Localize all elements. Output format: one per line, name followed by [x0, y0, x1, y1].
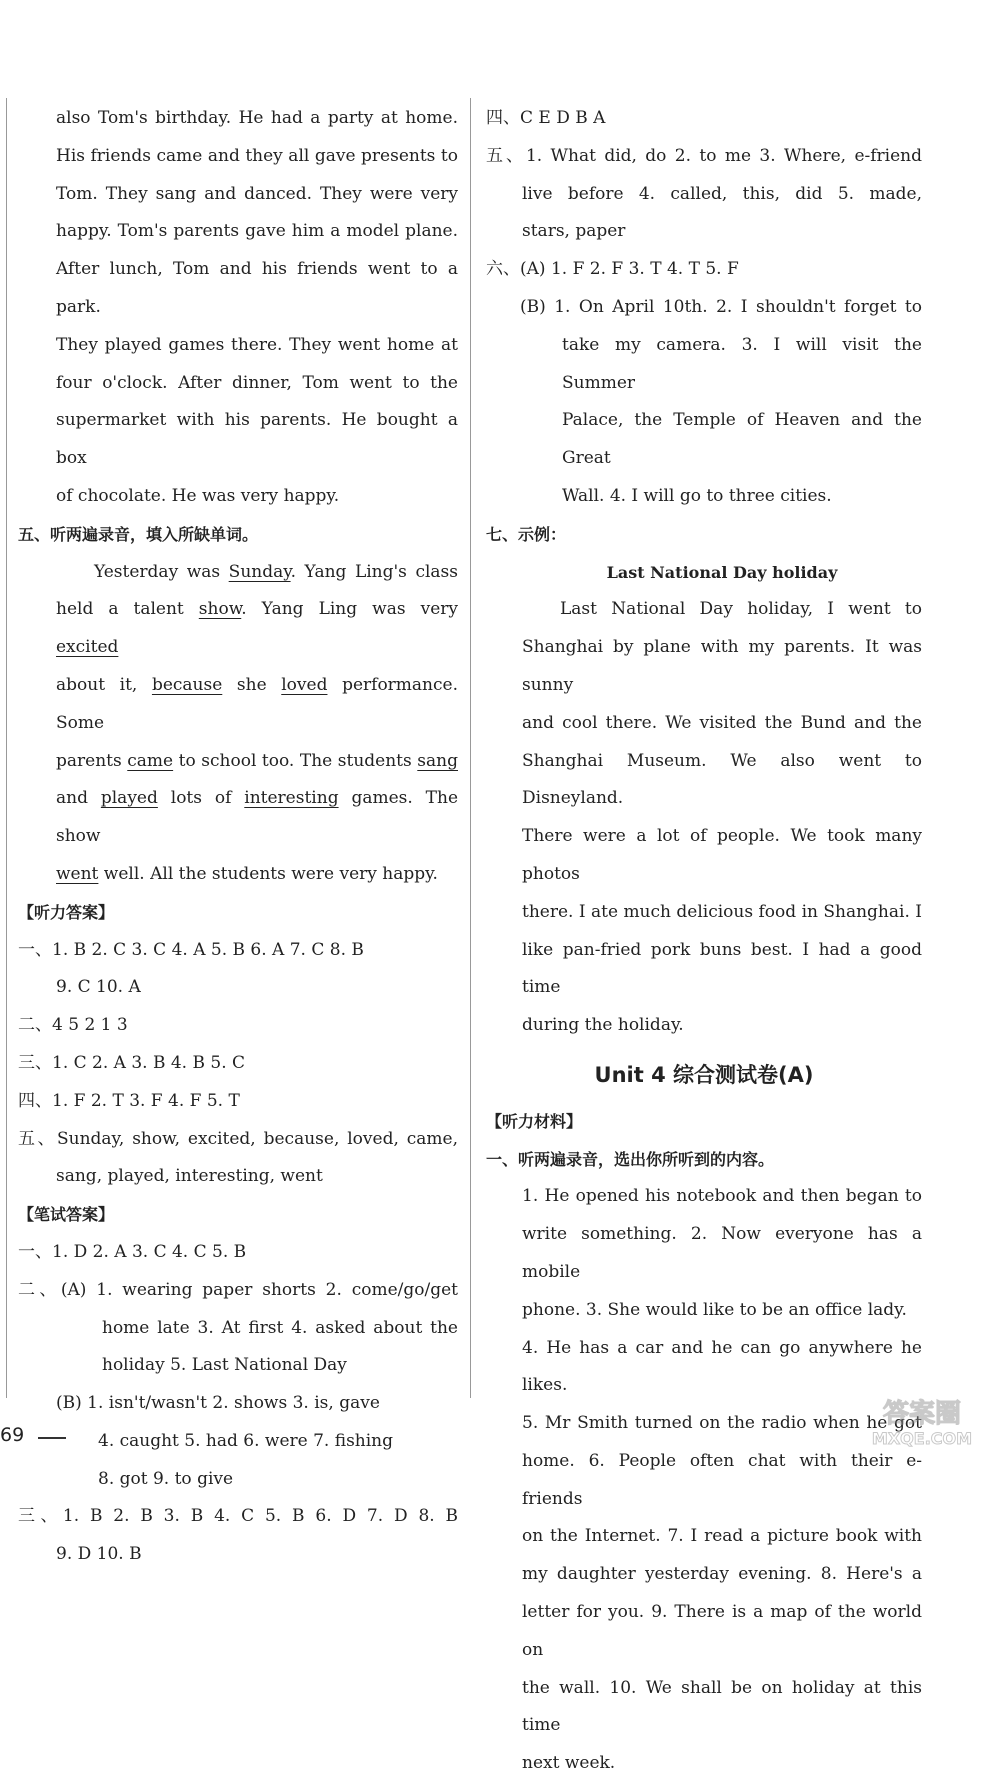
- written-answer-2: 二、(A) 1. wearing paper shorts 2. come/go/get: [18, 1279, 458, 1300]
- material-line: 4. He has a car and he can go anywhere he likes.: [522, 1337, 922, 1396]
- material-line: on the Internet. 7. I read a picture book with: [522, 1526, 922, 1547]
- listening-answer-1: 一、1. B 2. C 3. C 4. A 5. B 6. A 7. C 8. B: [18, 939, 364, 960]
- listening-answers-heading: 【听力答案】: [18, 902, 115, 922]
- right-column: [486, 100, 922, 1783]
- listening-answer-3: 三、1. C 2. A 3. B 4. B 5. C: [18, 1052, 246, 1073]
- cloze-line: parents came to school too. The students sang: [56, 750, 458, 771]
- essay-line: Shanghai Museum. We also went to Disneyland.: [522, 750, 922, 809]
- answer-6a: 六、(A) 1. F 2. F 3. T 4. T 5. F: [486, 259, 739, 280]
- essay-line: like pan-fried pork buns best. I had a good time: [522, 939, 922, 998]
- unit-title: Unit 4 综合测试卷(A): [594, 1062, 814, 1087]
- written-answers-heading: 【笔试答案】: [18, 1205, 115, 1225]
- page-number: 69: [0, 1424, 25, 1446]
- watermark-logo: [852, 1392, 992, 1448]
- left-margin-line: [6, 98, 7, 1398]
- essay-line: and cool there. We visited the Bund and the: [522, 712, 922, 733]
- answer-6b: (B) 1. On April 10th. 2. I shouldn't forget to: [520, 296, 922, 317]
- listening-material: [486, 1178, 922, 1783]
- answer-6b-cont: Wall. 4. I will go to three cities.: [562, 485, 832, 506]
- svg-text:答案圈: 答案圈: [882, 1399, 962, 1429]
- passage: [18, 100, 458, 516]
- written-answer-3: 三、1. B 2. B 3. B 4. C 5. B 6. D 7. D 8. B: [18, 1506, 458, 1527]
- essay-title: Last National Day holiday: [606, 562, 838, 582]
- material-line: write something. 2. Now everyone has a mobile: [522, 1224, 922, 1282]
- passage-line: They played games there. They went home at: [56, 334, 458, 355]
- passage-line: supermarket with his parents. He bought a box: [56, 410, 458, 469]
- essay-line: There were a lot of people. We took many photos: [522, 826, 922, 884]
- material-line: my daughter yesterday evening. 8. Here's a: [522, 1564, 922, 1585]
- passage-line: After lunch, Tom and his friends went to a park.: [56, 259, 458, 317]
- passage-line: also Tom's birthday. He had a party at home.: [56, 108, 458, 128]
- section-5-heading: 五、听两遍录音，填入所缺单词。: [18, 524, 259, 544]
- passage-line: His friends came and they all gave presents to: [56, 145, 458, 166]
- column-divider: [470, 98, 471, 1398]
- passage-line: Tom. They sang and danced. They were very: [56, 183, 458, 204]
- listening-answer-5-cont: sang, played, interesting, went: [56, 1166, 323, 1187]
- answer-6b-cont: Palace, the Temple of Heaven and the Great: [562, 410, 922, 469]
- essay: [486, 591, 922, 1045]
- answer-5-cont: stars, paper: [522, 221, 626, 242]
- material-line: next week.: [522, 1753, 616, 1774]
- material-line: 1. He opened his notebook and then began to: [522, 1186, 922, 1207]
- cloze-passage: [18, 554, 458, 894]
- passage-line: of chocolate. He was very happy.: [56, 485, 340, 506]
- answer-4: 四、C E D B A: [486, 108, 606, 128]
- written-answer-2-cont: home late 3. At first 4. asked about the: [102, 1317, 458, 1338]
- written-answer-2b-cont: 8. got 9. to give: [98, 1468, 234, 1489]
- written-answer-3-cont: 9. D 10. B: [56, 1544, 142, 1565]
- page-number-dash: [38, 1437, 66, 1439]
- essay-line: Shanghai by plane with my parents. It was sunny: [522, 637, 922, 695]
- material-line: home. 6. People often chat with their e-friends: [522, 1450, 922, 1509]
- cloze-line: Yesterday was Sunday. Yang Ling's class: [94, 561, 458, 582]
- listening-material-heading: 【听力材料】: [486, 1111, 583, 1131]
- essay-line: during the holiday.: [522, 1015, 684, 1036]
- svg-text:MXQE.COM: MXQE.COM: [871, 1429, 973, 1448]
- listening-material-1: 一、听两遍录音，选出你所听到的内容。: [486, 1149, 775, 1169]
- passage-line: four o'clock. After dinner, Tom went to the: [56, 372, 458, 393]
- listening-answer-4: 四、1. F 2. T 3. F 4. F 5. T: [18, 1090, 240, 1111]
- answer-6b-cont: take my camera. 3. I will visit the Summer: [562, 334, 922, 393]
- written-answer-2b-cont: 4. caught 5. had 6. were 7. fishing: [98, 1430, 394, 1451]
- listening-answer-5: 五、Sunday, show, excited, because, loved, came,: [18, 1128, 458, 1149]
- material-line: letter for you. 9. There is a map of the world on: [522, 1602, 922, 1660]
- listening-answer-2: 二、4 5 2 1 3: [18, 1015, 128, 1036]
- written-answer-2-cont: holiday 5. Last National Day: [102, 1355, 347, 1376]
- written-answer-2b: (B) 1. isn't/wasn't 2. shows 3. is, gave: [56, 1393, 380, 1414]
- written-answer-1: 一、1. D 2. A 3. C 4. C 5. B: [18, 1241, 247, 1262]
- cloze-line: held a talent show. Yang Ling was very excited: [56, 599, 458, 658]
- material-line: phone. 3. She would like to be an office lady.: [522, 1299, 907, 1320]
- answer-7: 七、示例：: [486, 524, 567, 544]
- cloze-line: and played lots of interesting games. The show: [56, 788, 459, 847]
- answer-5-cont: live before 4. called, this, did 5. made,: [522, 183, 922, 204]
- cloze-line: went well. All the students were very happy.: [56, 863, 438, 884]
- material-line: 5. Mr Smith turned on the radio when he got: [522, 1413, 922, 1434]
- passage-line: happy. Tom's parents gave him a model plane.: [56, 221, 458, 242]
- left-column: [18, 100, 458, 1574]
- essay-line: there. I ate much delicious food in Shanghai. I: [522, 901, 922, 922]
- listening-answer-1-cont: 9. C 10. A: [56, 977, 141, 998]
- essay-line: Last National Day holiday, I went to: [560, 599, 922, 620]
- cloze-line: about it, because she loved performance. Some: [56, 674, 458, 733]
- answer-5: 五、1. What did, do 2. to me 3. Where, e-friend: [486, 145, 922, 166]
- material-line: the wall. 10. We shall be on holiday at this time: [522, 1677, 922, 1736]
